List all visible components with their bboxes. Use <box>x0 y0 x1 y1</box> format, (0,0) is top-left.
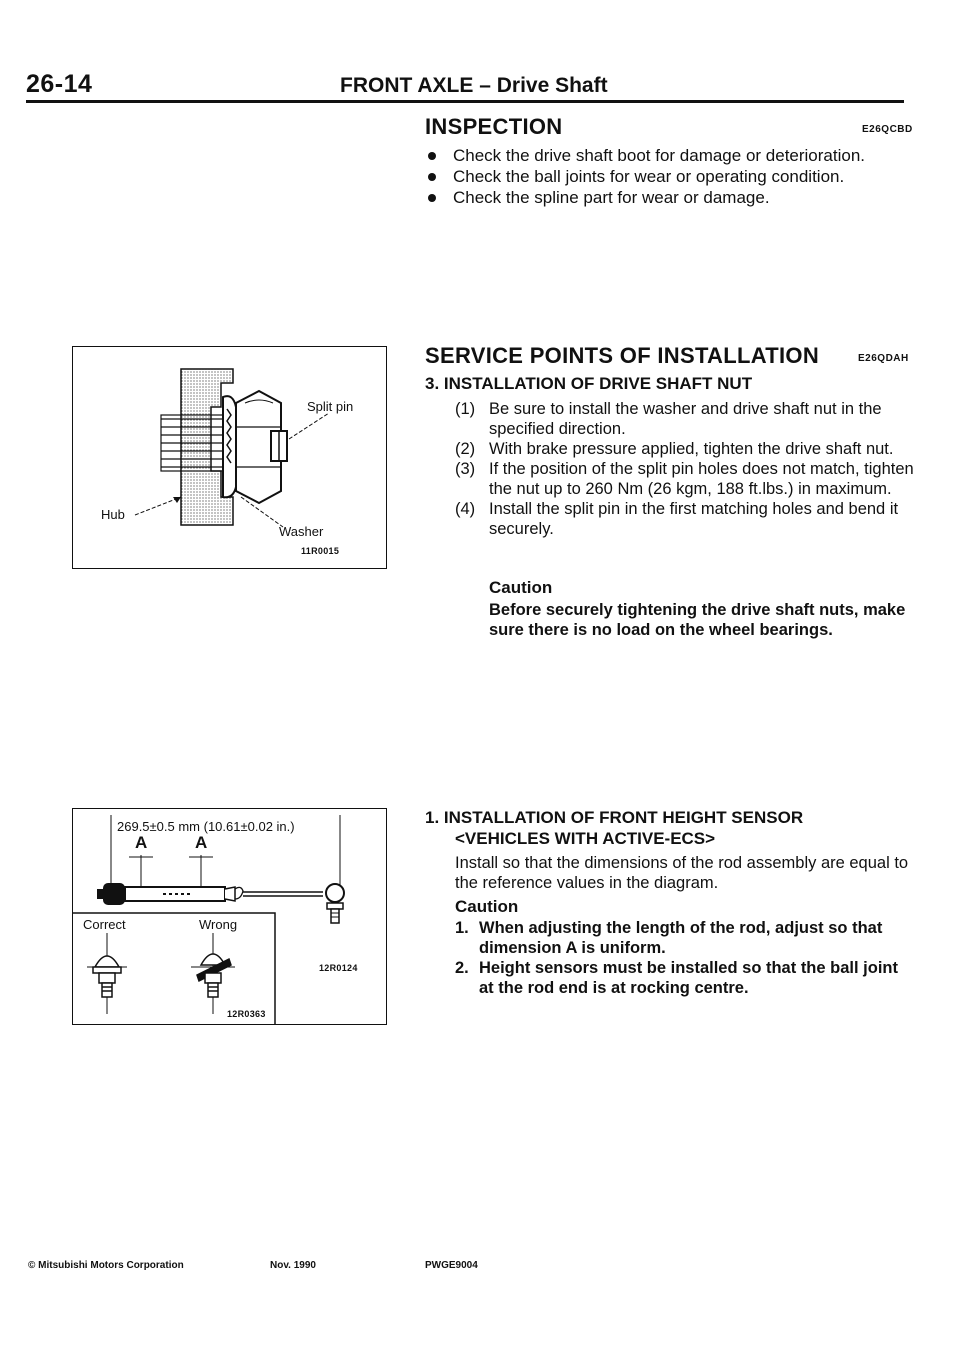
item3-title: 3. INSTALLATION OF DRIVE SHAFT NUT <box>425 374 753 393</box>
item1-caution-label: Caution <box>455 897 519 916</box>
page-number: 26-14 <box>26 70 93 98</box>
step-number: (2) <box>455 440 476 458</box>
service-code: E26QDAH <box>858 353 909 364</box>
step-text: If the position of the split pin holes does not match, tighten the nut up to 260 Nm (26 kgm, 188 ft.lbs.) in maximum. <box>489 460 914 498</box>
item1-text: Install so that the dimensions of the rod assembly are equal to the reference values in the diagram. <box>455 854 909 892</box>
footer-date: Nov. 1990 <box>270 1260 316 1271</box>
step <box>455 459 915 499</box>
step-number: (3) <box>455 460 476 478</box>
item1-title: 1. INSTALLATION OF FRONT HEIGHT SENSOR <box>425 808 804 827</box>
hub-label: Hub <box>101 507 125 522</box>
caution-text: Height sensors must be installed so that the ball joint at the rod end is at rocking centre. <box>479 959 898 997</box>
step <box>455 499 915 539</box>
step-number: (1) <box>455 400 476 418</box>
step-number: (4) <box>455 500 476 518</box>
inspection-bullet: Check the spline part for wear or damage. <box>425 187 915 208</box>
figure-code-main: 12R0124 <box>319 963 358 973</box>
figure-code: 11R0015 <box>301 546 340 556</box>
footer-doc-code: PWGE9004 <box>425 1260 478 1271</box>
item3-caution-text: Before securely tightening the drive shaft nuts, make sure there is no load on the wheel bearings. <box>489 601 906 639</box>
page-title: FRONT AXLE – Drive Shaft <box>340 74 608 97</box>
washer-label: Washer <box>279 524 324 539</box>
caution-number: 2. <box>455 959 469 977</box>
caution-text: When adjusting the length of the rod, adjust so that dimension A is uniform. <box>479 919 883 957</box>
step-text: With brake pressure applied, tighten the drive shaft nut. <box>489 440 894 458</box>
step <box>455 399 915 439</box>
drive-shaft-nut-figure <box>72 346 387 569</box>
inspection-code: E26QCBD <box>862 124 913 135</box>
dimension-label: 269.5±0.5 mm (10.61±0.02 in.) <box>117 819 295 834</box>
footer-copyright: © Mitsubishi Motors Corporation <box>28 1260 184 1271</box>
dimension-a-left: A <box>135 833 148 852</box>
step <box>455 439 915 459</box>
split-pin-label: Split pin <box>307 399 354 414</box>
dimension-a-right: A <box>195 833 208 852</box>
drive-shaft-nut-diagram <box>73 347 386 568</box>
correct-label: Correct <box>83 917 126 932</box>
inspection-heading: INSPECTION <box>425 114 563 139</box>
service-heading: SERVICE POINTS OF INSTALLATION <box>425 343 820 368</box>
wrong-label: Wrong <box>199 917 238 932</box>
item3-caution-label: Caution <box>489 578 553 597</box>
inspection-list <box>425 145 915 208</box>
header-rule <box>26 100 904 103</box>
step-text: Install the split pin in the first matching holes and bend it securely. <box>489 500 899 538</box>
height-sensor-figure <box>72 808 387 1025</box>
inspection-bullet: Check the ball joints for wear or operating condition. <box>425 166 915 187</box>
item1-cautions <box>455 918 915 998</box>
item3-steps <box>455 399 915 539</box>
caution-number: 1. <box>455 919 469 937</box>
caution-item <box>455 958 915 998</box>
figure-code-inset: 12R0363 <box>227 1009 266 1019</box>
caution-item <box>455 918 915 958</box>
step-text: Be sure to install the washer and drive shaft nut in the specified direction. <box>489 400 882 438</box>
item1-subtitle: <VEHICLES WITH ACTIVE-ECS> <box>455 829 716 848</box>
inspection-bullet: Check the drive shaft boot for damage or deterioration. <box>425 145 915 166</box>
